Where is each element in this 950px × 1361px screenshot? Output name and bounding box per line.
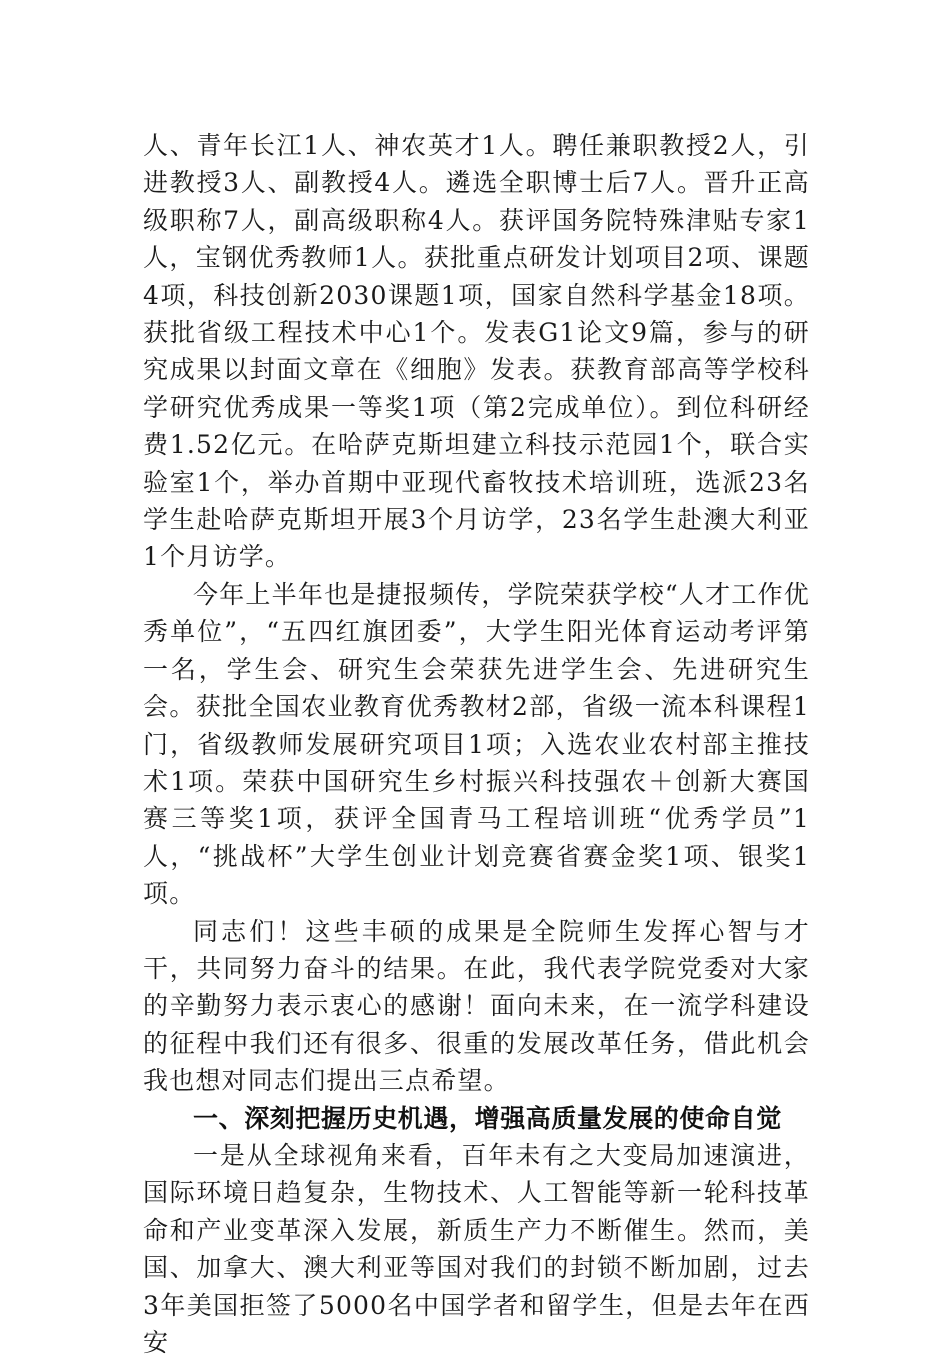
document-body — [143, 127, 810, 1361]
section-heading-one: 一、深刻把握历史机遇，增强高质量发展的使命自觉 — [193, 1103, 782, 1133]
paragraph-talent-achievements: 人、青年长江1人、神农英才1人。聘任兼职教授2人，引进教授3人、副教授4人。遴选全职博士后7人。晋升正高级职称7人，副高级职称4人。获评国务院特殊津贴专家1人，宝钢优秀教师1人。获批重点研发计划项目2项、课题4项，科技创新2030课题1项，国家自然科学基金18项。获批省级工程技术中心1个。发表G1论文9篇，参与的研究成果以封面文章在《细胞》发表。获教育部高等学校科学研究优秀成果一等奖1项（第2完成单位）。到位科研经费1.52亿元。在哈萨克斯坦建立科技示范园1个，联合实验室1个，举办首期中亚现代畜牧技术培训班，选派23名学生赴哈萨克斯坦开展3个月访学，23名学生赴澳大利亚1个月访学。 — [143, 131, 810, 572]
paragraph-thanks-and-hopes: 同志们！这些丰硕的成果是全院师生发挥心智与才干，共同努力奋斗的结果。在此，我代表学院党委对大家的辛勤努力表示衷心的感谢！面向未来，在一流学科建设的征程中我们还有很多、很重的发展改革任务，借此机会我也想对同志们提出三点希望。 — [143, 916, 810, 1096]
paragraph-first-half-honors: 今年上半年也是捷报频传，学院荣获学校“人才工作优秀单位”，“五四红旗团委”，大学生阳光体育运动考评第一名，学生会、研究生会荣获先进学生会、先进研究生会。获批全国农业教育优秀教材2部，省级一流本科课程1门，省级教师发展研究项目1项；入选农业农村部主推技术1项。荣获中国研究生乡村振兴科技强农＋创新大赛国赛三等奖1项，获评全国青马工程培训班“优秀学员”1人，“挑战杯”大学生创业计划竞赛省赛金奖1项、银奖1项。 — [143, 579, 810, 909]
paragraph-global-perspective: 一是从全球视角来看，百年未有之大变局加速演进，国际环境日趋复杂，生物技术、人工智能等新一轮科技革命和产业变革深入发展，新质生产力不断催生。然而，美国、加拿大、澳大利亚等国对我们的封锁不断加剧，过去3年美国拒签了5000名中国学者和留学生，但是去年在西安 — [143, 1140, 810, 1357]
